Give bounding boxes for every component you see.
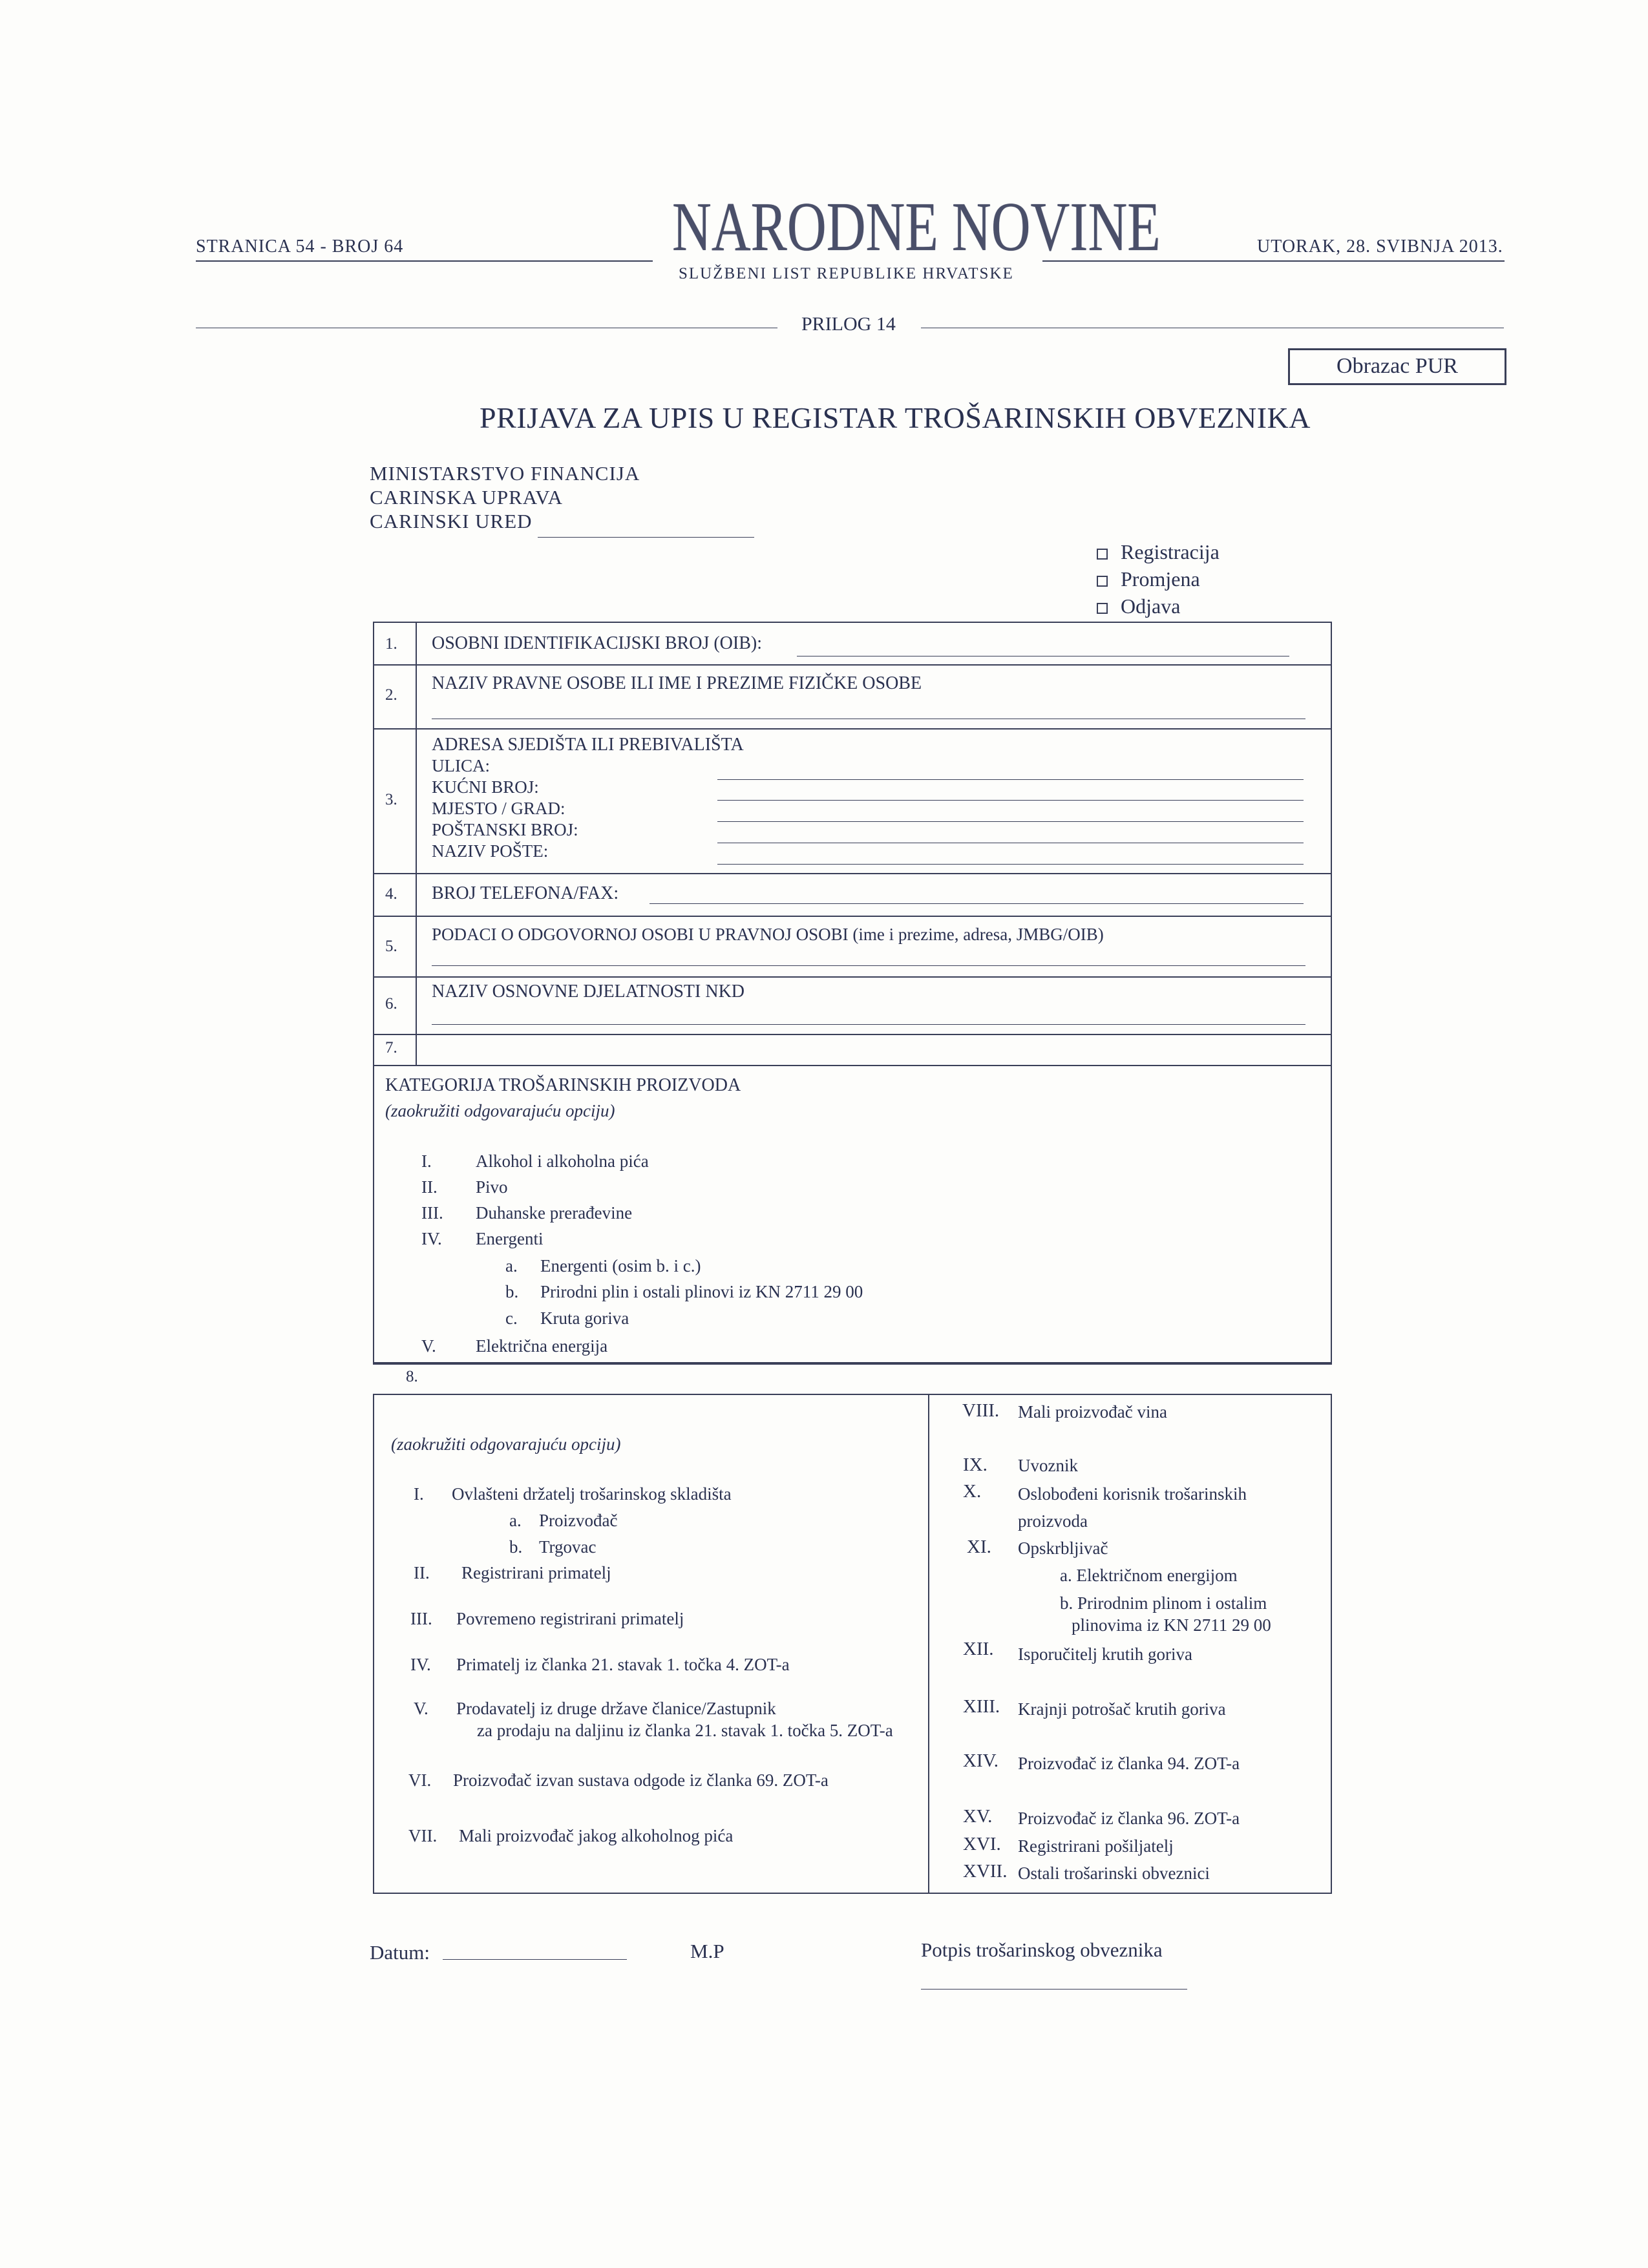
obligor-num: b. [509, 1537, 523, 1557]
category-energy-other[interactable]: Energenti (osim b. i c.) [540, 1256, 701, 1276]
obligor-num: III. [410, 1609, 432, 1628]
house-number-label: KUĆNI BROJ: [432, 777, 539, 797]
obligor-producer-art96[interactable]: Proizvođač iz članka 96. ZOT-a [1018, 1809, 1240, 1828]
form-code: Obrazac PUR [1336, 354, 1458, 378]
option-deregistration[interactable]: Odjava [1097, 594, 1180, 618]
obligor-exempt-user-cont: proizvoda [1018, 1511, 1088, 1531]
row-number: 4. [385, 885, 397, 903]
row-divider [373, 1362, 1331, 1363]
obligor-temporary-consignee[interactable]: Povremeno registrirani primatelj [456, 1609, 684, 1628]
row-number: 5. [385, 938, 397, 955]
obligor-other[interactable]: Ostali trošarinski obveznici [1018, 1864, 1210, 1883]
signature-label: Potpis trošarinskog obveznika [921, 1938, 1163, 1961]
obligor-producer-art94[interactable]: Proizvođač iz članka 94. ZOT-a [1018, 1754, 1240, 1773]
obligor-supplier[interactable]: Opskrbljivač [1018, 1538, 1108, 1558]
category-num: V. [421, 1336, 436, 1356]
obligor-num: IX. [963, 1454, 988, 1475]
category-num: III. [421, 1203, 443, 1223]
name-label: NAZIV PRAVNE OSOBE ILI IME I PREZIME FIZIČKE OSOBE [432, 673, 922, 693]
row-number: 7. [385, 1039, 397, 1056]
obligor-num: VI. [408, 1770, 432, 1790]
excise-category-hint: (zaokružiti odgovarajuću opciju) [385, 1101, 615, 1120]
obligor-trader[interactable]: Trgovac [539, 1537, 597, 1557]
obligor-authorised-warehousekeeper[interactable]: Ovlašteni držatelj trošarinskog skladišta [452, 1484, 732, 1504]
obligor-supplier-gas-cont: plinovima iz KN 2711 29 00 [1072, 1615, 1271, 1635]
obligor-importer[interactable]: Uvoznik [1018, 1456, 1078, 1475]
row-number: 6. [385, 995, 397, 1013]
category-natural-gas[interactable]: Prirodni plin i ostali plinovi iz KN 2711 29 00 [540, 1282, 863, 1301]
row-divider [373, 873, 1331, 874]
checkbox-change[interactable] [1097, 576, 1108, 587]
row-number: 8. [406, 1368, 418, 1385]
form-title: PRIJAVA ZA UPIS U REGISTAR TROŠARINSKIH OBVEZNIKA [480, 401, 1311, 434]
customs-office-field[interactable] [538, 537, 754, 538]
category-beer[interactable]: Pivo [476, 1177, 508, 1197]
number-column-divider [416, 622, 417, 1065]
phone-label: BROJ TELEFONA/FAX: [432, 883, 619, 903]
post-office-label: NAZIV POŠTE: [432, 841, 549, 861]
street-label: ULICA: [432, 756, 490, 775]
obligor-num: XV. [963, 1806, 993, 1827]
option-registration[interactable]: Registracija [1097, 540, 1220, 564]
obligor-num: II. [414, 1563, 430, 1582]
category-num: II. [421, 1177, 438, 1197]
header-rule-right [1042, 260, 1505, 262]
customs-office-label: CARINSKI URED [370, 510, 533, 532]
obligor-num: I. [414, 1484, 424, 1504]
obligor-num: V. [414, 1699, 428, 1718]
row-divider [373, 1065, 1331, 1066]
obligor-num: IV. [410, 1655, 431, 1674]
obligor-num: X. [963, 1481, 982, 1502]
option-change[interactable]: Promjena [1097, 567, 1200, 591]
checkbox-deregistration[interactable] [1097, 603, 1108, 614]
category-num: a. [505, 1256, 518, 1276]
stamp-label: M.P [690, 1940, 724, 1962]
obligor-supplier-gas[interactable]: b. Prirodnim plinom i ostalim [1060, 1593, 1267, 1613]
obligor-registered-consignor[interactable]: Registrirani pošiljatelj [1018, 1836, 1174, 1856]
street-field[interactable] [717, 779, 1304, 780]
obligor-small-wine-producer[interactable]: Mali proizvođač vina [1018, 1402, 1167, 1422]
category-num: IV. [421, 1229, 442, 1248]
customs-admin-label: CARINSKA UPRAVA [370, 486, 563, 509]
row-divider [373, 1034, 1331, 1035]
category-solid-fuels[interactable]: Kruta goriva [540, 1308, 629, 1328]
category-energy[interactable]: Energenti [476, 1229, 544, 1248]
obligor-num: XVII. [963, 1861, 1008, 1882]
category-num: b. [505, 1282, 519, 1301]
obligor-distance-seller-cont: za prodaju na daljinu iz članka 21. stavak 1. točka 5. ZOT-a [477, 1721, 893, 1740]
masthead-subtitle: SLUŽBENI LIST REPUBLIKE HRVATSKE [679, 265, 1014, 282]
obligor-num: a. [509, 1511, 522, 1530]
obligor-supplier-electricity[interactable]: a. Električnom energijom [1060, 1566, 1238, 1585]
address-label: ADRESA SJEDIŠTA ILI PREBIVALIŠTA [432, 735, 744, 755]
page-number-header: STRANICA 54 - BROJ 64 [196, 236, 404, 257]
activity-label: NAZIV OSNOVNE DJELATNOSTI NKD [432, 982, 745, 1002]
header-rule-left [196, 260, 653, 262]
category-num: c. [505, 1308, 518, 1328]
masthead-title: NARODNE NOVINE [672, 189, 1161, 266]
section8-column-divider [928, 1394, 929, 1893]
obligor-distance-seller[interactable]: Prodavatelj iz druge države članice/Zastupnik [456, 1699, 776, 1718]
date-label: Datum: [370, 1941, 430, 1964]
category-num: I. [421, 1151, 432, 1171]
excise-category-title: KATEGORIJA TROŠARINSKIH PROIZVODA [385, 1075, 741, 1095]
obligor-num: XII. [963, 1639, 994, 1659]
category-tobacco[interactable]: Duhanske prerađevine [476, 1203, 633, 1223]
city-label: MJESTO / GRAD: [432, 799, 565, 818]
obligor-registered-consignee[interactable]: Registrirani primatelj [461, 1563, 611, 1582]
row-divider [373, 916, 1331, 917]
activity-field[interactable] [432, 1024, 1305, 1025]
responsible-person-label: PODACI O ODGOVORNOJ OSOBI U PRAVNOJ OSOBI (ime i prezime, adresa, JMBG/OIB) [432, 925, 1104, 944]
obligor-consignee-art21[interactable]: Primatelj iz članka 21. stavak 1. točka 4. ZOT-a [456, 1655, 790, 1674]
row-number: 3. [385, 791, 397, 808]
checkbox-registration[interactable] [1097, 549, 1108, 560]
obligor-num: XVI. [963, 1834, 1001, 1854]
category-electricity[interactable]: Električna energija [476, 1336, 608, 1356]
obligor-producer[interactable]: Proizvođač [539, 1511, 618, 1530]
row-divider [373, 976, 1331, 978]
obligor-small-spirits-producer[interactable]: Mali proizvođač jakog alkoholnog pića [459, 1826, 734, 1845]
ministry-label: MINISTARSTVO FINANCIJA [370, 462, 640, 485]
phone-field[interactable] [650, 903, 1304, 904]
responsible-person-field[interactable] [432, 965, 1305, 966]
row-divider [373, 728, 1331, 730]
post-office-field[interactable] [717, 864, 1304, 865]
house-number-field[interactable] [717, 800, 1304, 801]
row-number: 2. [385, 686, 397, 704]
row-number: 1. [385, 635, 397, 653]
signature-field[interactable] [921, 1989, 1187, 1990]
oib-label: OSOBNI IDENTIFIKACIJSKI BROJ (OIB): [432, 633, 762, 653]
obligor-num: VIII. [962, 1400, 1000, 1421]
issue-date: UTORAK, 28. SVIBNJA 2013. [1257, 236, 1503, 257]
obligor-solid-fuel-consumer[interactable]: Krajnji potrošač krutih goriva [1018, 1699, 1226, 1719]
obligor-solid-fuel-supplier[interactable]: Isporučitelj krutih goriva [1018, 1644, 1192, 1664]
annex-label: PRILOG 14 [801, 313, 896, 335]
category-alcohol[interactable]: Alkohol i alkoholna pića [476, 1151, 649, 1171]
obligor-producer-outside-suspension[interactable]: Proizvođač izvan sustava odgode iz članka 69. ZOT-a [453, 1770, 829, 1790]
date-field[interactable] [443, 1959, 627, 1960]
obligor-num: XIII. [963, 1696, 1000, 1717]
city-field[interactable] [717, 821, 1304, 822]
obligor-num: XIV. [963, 1750, 999, 1771]
obligor-num: VII. [408, 1826, 438, 1845]
row-divider [373, 664, 1331, 666]
section8-hint: (zaokružiti odgovarajuću opciju) [391, 1434, 621, 1454]
obligor-exempt-user[interactable]: Oslobođeni korisnik trošarinskih [1018, 1484, 1247, 1504]
obligor-num: XI. [967, 1537, 991, 1557]
postal-code-label: POŠTANSKI BROJ: [432, 820, 578, 839]
form-code-box [1288, 348, 1506, 385]
